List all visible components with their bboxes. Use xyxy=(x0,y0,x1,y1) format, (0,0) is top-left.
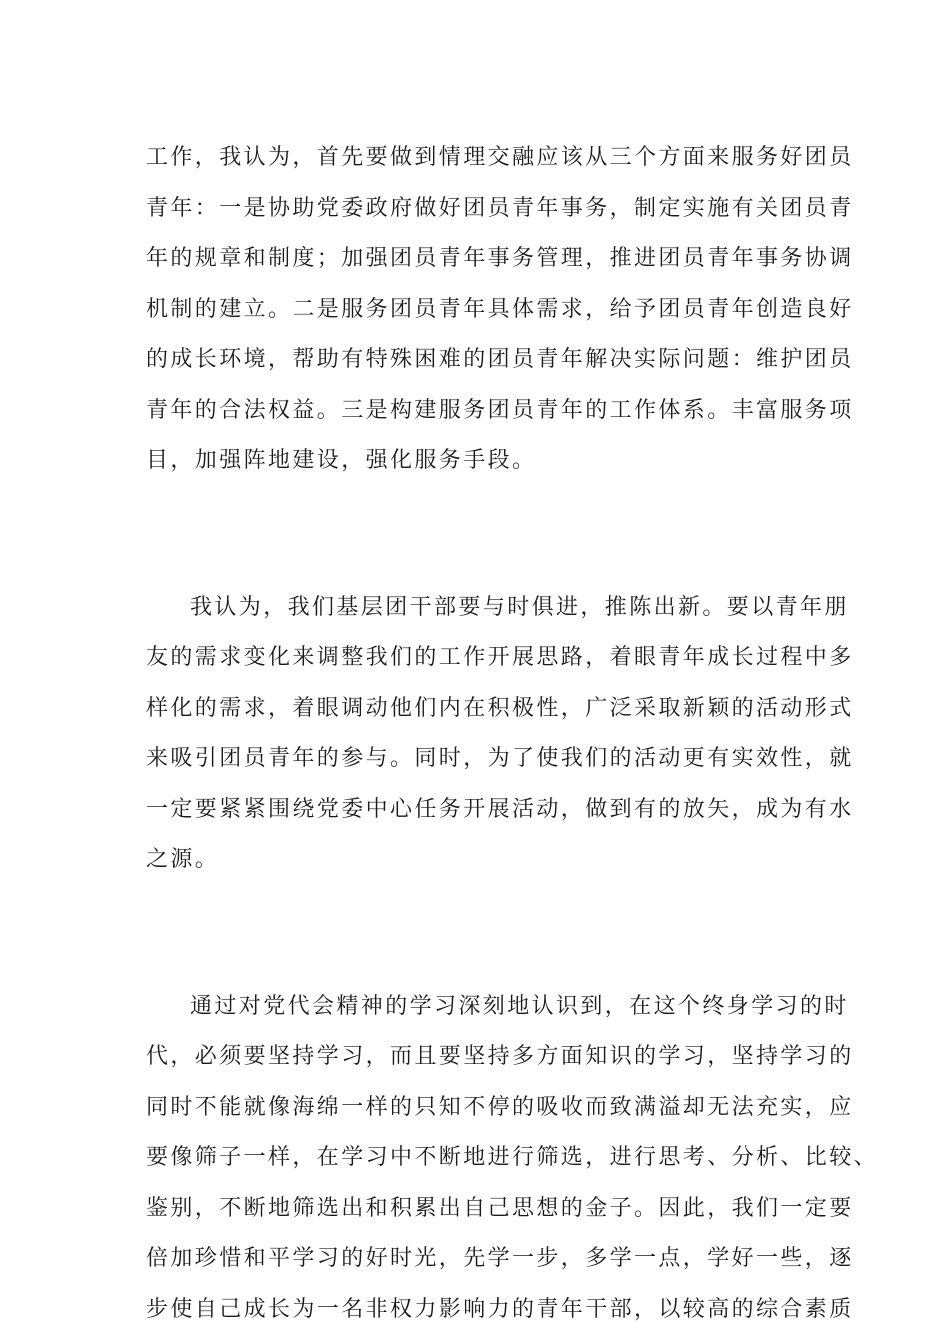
text-line: 青年：一是协助党委政府做好团员青年事务，制定实施有关团员青 xyxy=(146,195,854,221)
paragraph-spacer xyxy=(146,487,836,583)
text-line: 的成长环境，帮助有特殊困难的团员青年解决实际问题：维护团员 xyxy=(146,347,854,372)
paragraph-3 xyxy=(146,982,879,1336)
text-line: 工作，我认为，首先要做到情理交融应该从三个方面来服务好团员 xyxy=(146,145,854,170)
text-line: 青年的合法权益。三是构建服务团员青年的工作体系。丰富服务项 xyxy=(146,397,854,423)
text-line: 要像筛子一样，在学习中不断地进行筛选，进行思考、分析、比较、 xyxy=(146,1145,879,1170)
text-line: 鉴别，不断地筛选出和积累出自己思想的金子。因此，我们一定要 xyxy=(146,1195,854,1221)
text-line: 一定要紧紧围绕党委中心任务开展活动，做到有的放矢，成为有水 xyxy=(146,796,854,822)
text-line: 我认为，我们基层团干部要与时俱进，推陈出新。要以青年朋 xyxy=(190,594,849,620)
paragraph-1 xyxy=(146,133,854,487)
text-line: 友的需求变化来调整我们的工作开展思路，着眼青年成长过程中多 xyxy=(146,645,854,670)
text-line: 机制的建立。二是服务团员青年具体需求，给予团员青年创造良好 xyxy=(146,296,854,322)
text-line: 通过对党代会精神的学习深刻地认识到，在这个终身学习的时 xyxy=(190,993,849,1019)
text-line: 之源。 xyxy=(146,847,220,872)
text-line: 来吸引团员青年的参与。同时，为了使我们的活动更有实效性，就 xyxy=(146,746,854,771)
text-line: 代，必须要坚持学习，而且要坚持多方面知识的学习，坚持学习的 xyxy=(146,1044,854,1069)
paragraph-spacer xyxy=(146,886,836,982)
text-line: 目，加强阵地建设，强化服务手段。 xyxy=(146,448,537,473)
text-line: 同时不能就像海绵一样的只知不停的吸收而致满溢却无法充实，应 xyxy=(146,1094,854,1120)
text-line: 年的规章和制度；加强团员青年事务管理，推进团员青年事务协调 xyxy=(146,246,854,271)
document-page xyxy=(146,133,879,1335)
paragraph-2 xyxy=(146,583,854,886)
text-line: 样化的需求，着眼调动他们内在积极性，广泛采取新颖的活动形式 xyxy=(146,695,854,721)
text-line: 步使自己成长为一名非权力影响力的青年干部，以较高的综合素质 xyxy=(146,1296,854,1322)
text-line: 倍加珍惜和平学习的好时光，先学一步，多学一点，学好一些，逐 xyxy=(146,1246,854,1271)
